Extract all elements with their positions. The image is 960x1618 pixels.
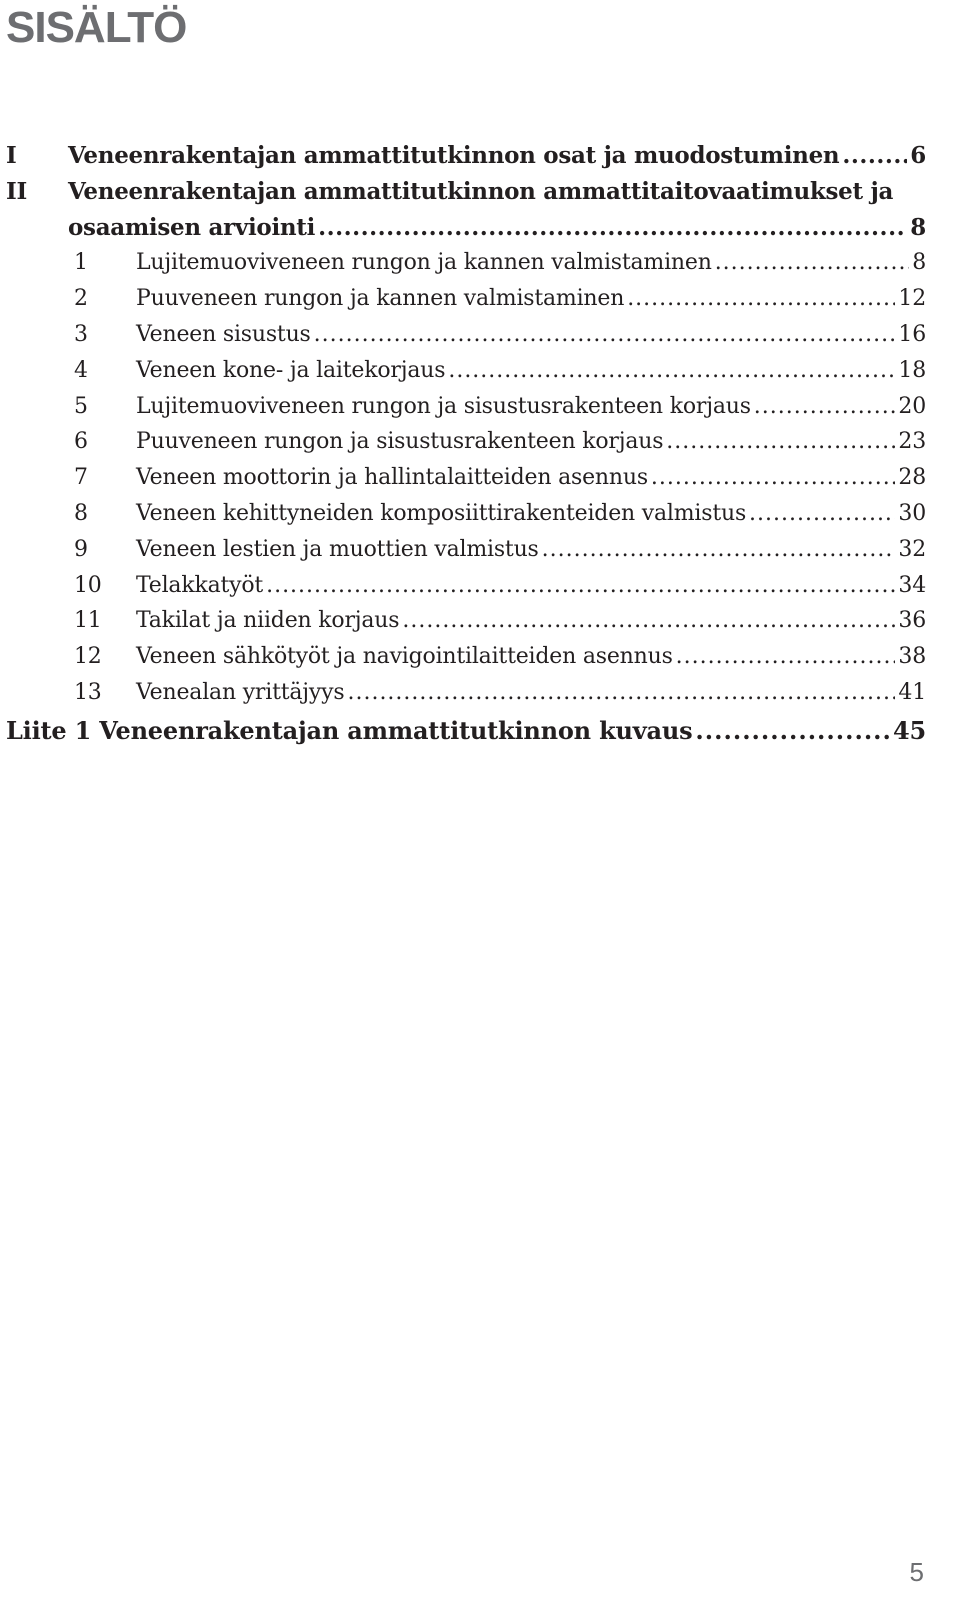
toc-item-title: Takilat ja niiden korjaus xyxy=(136,608,400,634)
toc-item[interactable] xyxy=(6,532,926,568)
toc-appendix-title: Liite 1 Veneenrakentajan ammattitutkinnon kuvaus xyxy=(6,715,693,745)
toc-item[interactable] xyxy=(6,424,926,460)
toc-item-title: Lujitemuoviveneen rungon ja kannen valmistaminen xyxy=(136,250,712,276)
toc-item[interactable] xyxy=(6,496,926,532)
toc-page-number: 41 xyxy=(898,679,926,705)
table-of-contents xyxy=(6,138,926,749)
toc-part-number: II xyxy=(6,177,27,205)
toc-part-title: Veneenrakentajan ammattitutkinnon ammattitaitovaatimukset ja xyxy=(68,177,894,205)
toc-item-number: 9 xyxy=(74,536,88,562)
toc-item[interactable] xyxy=(6,460,926,496)
toc-item-number: 7 xyxy=(74,465,88,491)
toc-page-number: 6 xyxy=(910,142,926,169)
toc-item-number: 4 xyxy=(74,357,88,383)
toc-leader-dots xyxy=(542,532,896,568)
toc-leader-dots xyxy=(318,210,907,246)
toc-leader-dots xyxy=(715,245,910,281)
toc-item-title: Puuveneen rungon ja sisustusrakenteen korjaus xyxy=(136,429,664,455)
toc-item-number: 1 xyxy=(74,250,88,276)
toc-page-number: 12 xyxy=(898,286,926,312)
toc-item[interactable] xyxy=(6,317,926,353)
toc-item-title: Lujitemuoviveneen rungon ja sisustusrakenteen korjaus xyxy=(136,393,751,419)
toc-item-title: Telakkatyöt xyxy=(136,572,264,598)
toc-leader-dots xyxy=(676,639,896,675)
toc-item[interactable] xyxy=(6,245,926,281)
toc-item[interactable] xyxy=(6,675,926,711)
toc-item-number: 3 xyxy=(74,321,88,347)
toc-part-ii[interactable] xyxy=(6,174,926,210)
toc-item-number: 5 xyxy=(74,393,88,419)
toc-leader-dots xyxy=(347,675,895,711)
toc-item[interactable] xyxy=(6,281,926,317)
page-title: SISÄLTÖ xyxy=(6,3,187,52)
toc-item-title: Veneen kehittyneiden komposiittirakenteiden valmistus xyxy=(136,500,747,526)
toc-page-number: 18 xyxy=(898,357,926,383)
toc-part-ii-continued[interactable] xyxy=(6,210,926,246)
toc-leader-dots xyxy=(448,353,895,389)
toc-page-number: 28 xyxy=(898,465,926,491)
toc-part-i[interactable] xyxy=(6,138,926,174)
page-number: 5 xyxy=(909,1557,924,1587)
toc-page-number: 30 xyxy=(898,500,926,526)
toc-part-number: I xyxy=(6,142,17,169)
toc-item[interactable] xyxy=(6,568,926,604)
toc-page-number: 8 xyxy=(912,250,926,276)
toc-item-number: 8 xyxy=(74,500,88,526)
toc-item-number: 2 xyxy=(74,286,88,312)
toc-page-number: 32 xyxy=(898,536,926,562)
toc-item-number: 13 xyxy=(74,679,102,705)
toc-item[interactable] xyxy=(6,389,926,425)
toc-item-title: Veneen kone- ja laitekorjaus xyxy=(136,357,446,383)
toc-item[interactable] xyxy=(6,603,926,639)
toc-page-number: 20 xyxy=(898,393,926,419)
toc-page-number: 45 xyxy=(893,715,926,745)
toc-item-number: 6 xyxy=(74,429,88,455)
toc-item-title: Veneen sisustus xyxy=(136,321,311,347)
toc-page-number: 38 xyxy=(898,644,926,670)
toc-leader-dots xyxy=(666,424,895,460)
toc-item-number: 10 xyxy=(74,572,102,598)
toc-item-title: Puuveneen rungon ja kannen valmistaminen xyxy=(136,286,625,312)
toc-page-number: 16 xyxy=(898,321,926,347)
toc-item[interactable] xyxy=(6,639,926,675)
toc-page-number: 34 xyxy=(898,572,926,598)
toc-leader-dots xyxy=(402,603,895,639)
toc-part-title-continued: osaamisen arviointi xyxy=(68,213,316,241)
toc-page-number: 8 xyxy=(910,213,926,241)
toc-leader-dots xyxy=(651,460,895,496)
toc-page-number: 23 xyxy=(898,429,926,455)
toc-leader-dots xyxy=(627,281,895,317)
toc-item-number: 12 xyxy=(74,644,102,670)
toc-appendix[interactable] xyxy=(6,713,926,749)
toc-item-title: Veneen lestien ja muottien valmistus xyxy=(136,536,539,562)
toc-leader-dots xyxy=(695,713,890,749)
toc-part-title: Veneenrakentajan ammattitutkinnon osat ja muodostuminen xyxy=(68,142,840,169)
toc-leader-dots xyxy=(754,389,896,425)
toc-leader-dots xyxy=(749,496,895,532)
toc-item-list xyxy=(6,245,926,710)
toc-item-title: Venealan yrittäjyys xyxy=(136,679,345,705)
toc-item-title: Veneen sähkötyöt ja navigointilaitteiden asennus xyxy=(136,644,673,670)
toc-item-title: Veneen moottorin ja hallintalaitteiden asennus xyxy=(136,465,648,491)
toc-leader-dots xyxy=(314,317,896,353)
toc-leader-dots xyxy=(842,138,907,174)
toc-item-number: 11 xyxy=(74,608,102,634)
toc-item[interactable] xyxy=(6,353,926,389)
toc-leader-dots xyxy=(266,568,895,604)
toc-page-number: 36 xyxy=(898,608,926,634)
